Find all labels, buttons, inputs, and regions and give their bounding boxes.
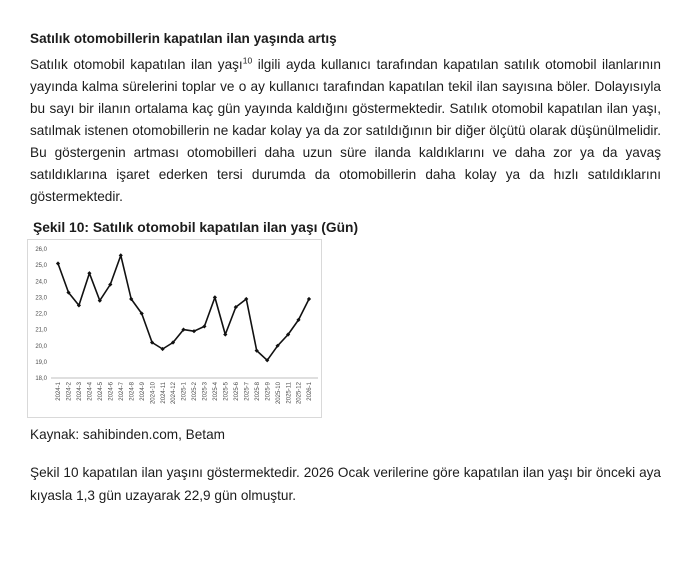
svg-text:2024-7: 2024-7: [119, 382, 125, 401]
svg-text:22,0: 22,0: [35, 311, 47, 318]
svg-text:25,0: 25,0: [35, 263, 47, 270]
svg-text:18,0: 18,0: [35, 376, 47, 382]
svg-text:2025-2: 2025-2: [192, 382, 199, 401]
svg-text:23,0: 23,0: [35, 295, 47, 302]
svg-text:2024-3: 2024-3: [77, 382, 84, 401]
section-heading: Satılık otomobillerin kapatılan ilan yaşında artış: [30, 31, 337, 46]
svg-text:2025-3: 2025-3: [202, 382, 209, 401]
svg-text:19,0: 19,0: [35, 359, 47, 366]
svg-text:2025-4: 2025-4: [213, 382, 220, 401]
intro-paragraph-start: Satılık otomobil kapatılan ilan yaşı: [30, 57, 243, 72]
svg-text:2025-10: 2025-10: [275, 382, 282, 405]
svg-text:2025-8: 2025-8: [254, 382, 261, 401]
source-line: Kaynak: sahibinden.com, Betam: [30, 427, 225, 442]
svg-text:2024-11: 2024-11: [160, 382, 167, 404]
svg-text:2024-1: 2024-1: [56, 382, 63, 401]
svg-text:2025-5: 2025-5: [223, 382, 230, 401]
svg-text:2025-11: 2025-11: [286, 382, 293, 404]
svg-text:2024-6: 2024-6: [108, 382, 115, 401]
svg-text:2024-12: 2024-12: [171, 382, 178, 405]
closing-paragraph: Şekil 10 kapatılan ilan yaşını göstermektedir. 2026 Ocak verilerine göre kapatılan ilan yaşı bir önceki aya kıyasla 1,3 gün uzayarak 22,9 gün olmuştur.: [30, 465, 661, 503]
footnote-reference: 10: [242, 55, 253, 66]
figure-title: Şekil 10: Satılık otomobil kapatılan ilan yaşı (Gün): [33, 220, 359, 235]
svg-text:2026-1: 2026-1: [307, 382, 314, 401]
svg-text:2024-9: 2024-9: [139, 382, 146, 401]
svg-text:21,0: 21,0: [35, 327, 47, 334]
svg-text:26,0: 26,0: [35, 247, 47, 253]
line-chart: [27, 239, 322, 418]
svg-text:2025-6: 2025-6: [234, 382, 240, 401]
svg-text:2025-12: 2025-12: [296, 382, 303, 405]
svg-text:2024-5: 2024-5: [98, 382, 104, 401]
svg-text:20,0: 20,0: [35, 343, 47, 350]
svg-text:24,0: 24,0: [35, 279, 47, 286]
svg-text:2024-2: 2024-2: [66, 382, 73, 401]
intro-paragraph: [30, 54, 661, 208]
intro-paragraph-rest: ilgili ayda kullanıcı tarafından kapatılan satılık otomobil ilanlarının yayında kalma sürelerini toplar ve o ay kullanıcı tarafından kapatılan tekil ilan sayısına böler. Dolayısıyla bu sayı bir ilanın ortalama kaç gün yayında kaldığını göstermektedir. Satılık otomobil kapatılan ilan yaşı, satılmak istenen otomobillerin ne kadar kolay ya da zor satıldığının bir diğer ölçütü olarak düşünülmelidir. Bu göstergenin artması otomobilleri daha uzun süre ilanda kaldıklarını ve daha zor ya da yavaş satıldıklarına işaret ederken tersi durumda da otomobillerin daha kolay ya da hızlı satıldıklarını göstermektedir.: [30, 57, 661, 204]
svg-text:2024-10: 2024-10: [150, 382, 157, 405]
line-chart-svg: [28, 240, 321, 417]
svg-text:2024-8: 2024-8: [129, 382, 136, 401]
svg-text:2025-1: 2025-1: [181, 382, 188, 401]
svg-text:2025-7: 2025-7: [244, 382, 251, 401]
svg-text:2025-9: 2025-9: [265, 382, 272, 401]
svg-text:2024-4: 2024-4: [87, 382, 94, 401]
